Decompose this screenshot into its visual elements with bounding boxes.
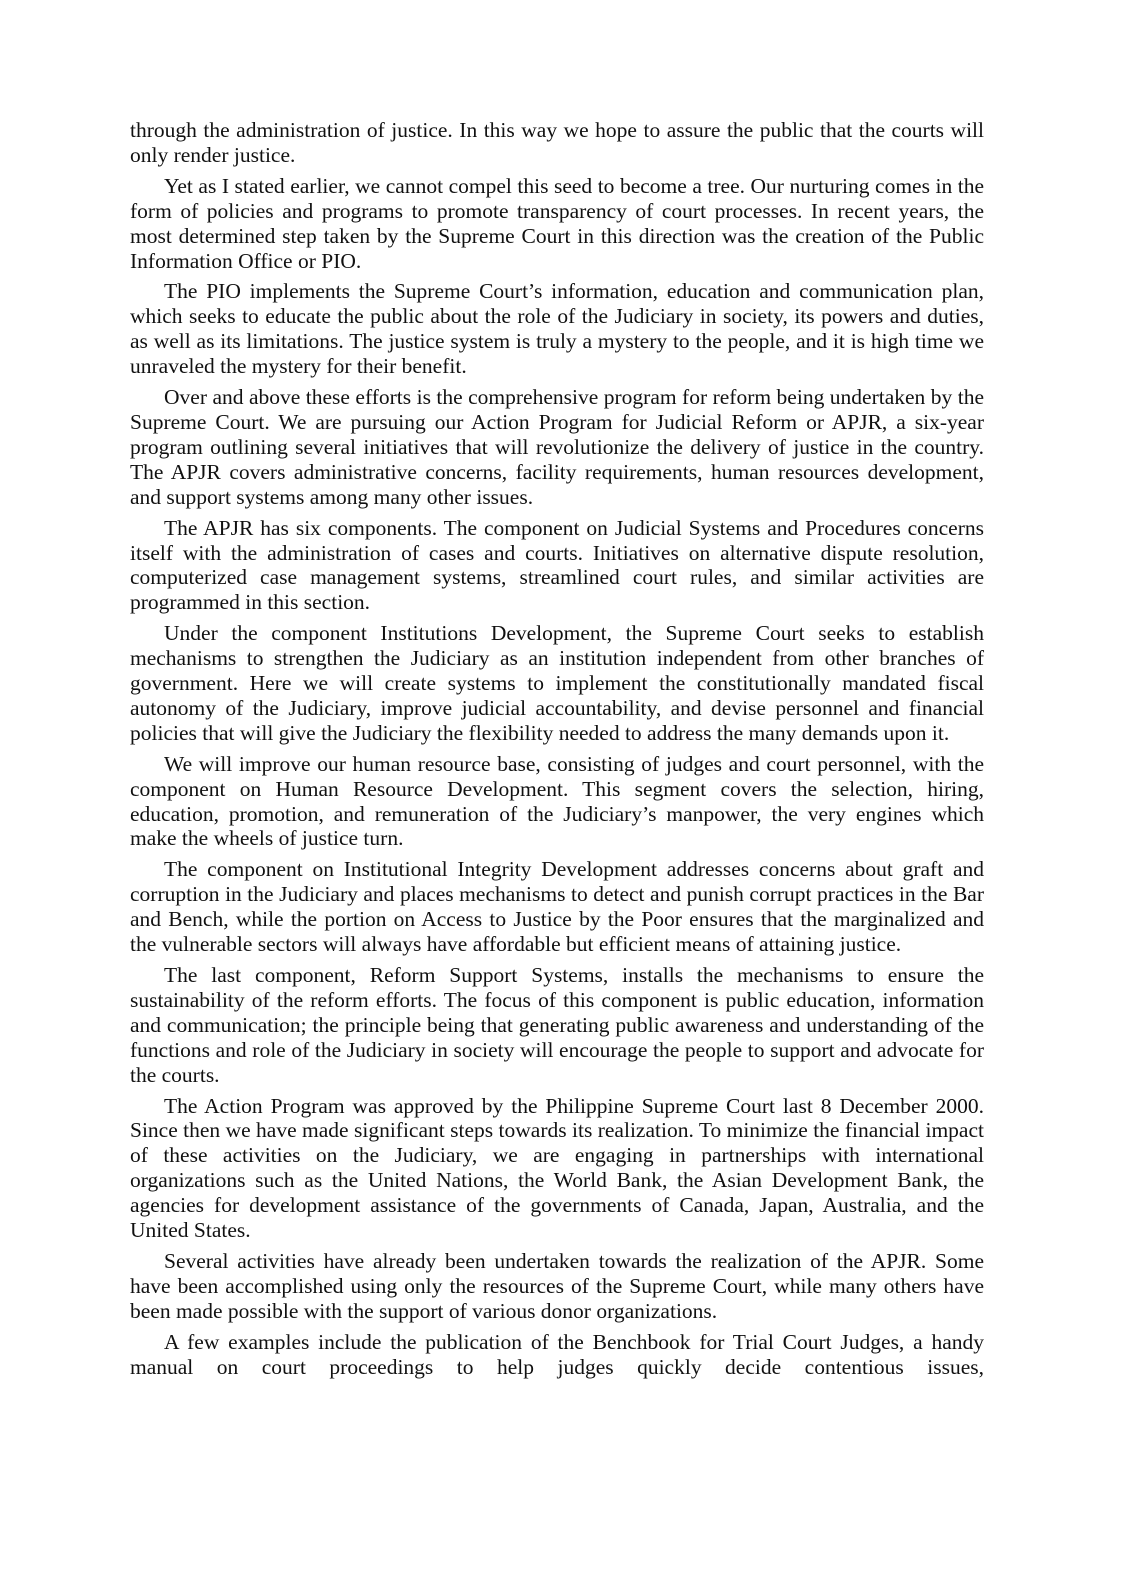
paragraph-8: The component on Institutional Integrity Development addresses concerns about graft and corruption in the Judiciary and places mechanisms to detect and punish corrupt practices in the Bar and Bench, while the portion on Access to Justice by the Poor ensures that the marginalized and the vulnerable sectors will always have affordable but efficient means of attaining justice. — [130, 857, 984, 957]
paragraph-6: Under the component Institutions Development, the Supreme Court seeks to establish mechanisms to strengthen the Judiciary as an institution independent from other branches of government. Here we will create systems to implement the constitutionally mandated fiscal autonomy of the Judiciary, improve judicial accountability, and devise personnel and financial policies that will give the Judiciary the flexibility needed to address the many demands upon it. — [130, 621, 984, 745]
paragraph-11: Several activities have already been undertaken towards the realization of the APJR. Some have been accomplished using only the resources of the Supreme Court, while many others have been made possible with the support of various donor organizations. — [130, 1248, 984, 1323]
paragraph-12: A few examples include the publication of the Benchbook for Trial Court Judges, a handy manual on court proceedings to help judges quickly decide contentious issues, — [130, 1329, 984, 1379]
paragraph-1: through the administration of justice. In this way we hope to assure the public that the courts will only render justice. — [130, 118, 984, 167]
paragraph-3: The PIO implements the Supreme Court’s information, education and communication plan, which seeks to educate the public about the role of the Judiciary in society, its powers and duties, as well as its limitations. The justice system is truly a mystery to the people, and it is high time we unraveled the mystery for their benefit. — [130, 279, 984, 379]
paragraph-2: Yet as I stated earlier, we cannot compel this seed to become a tree. Our nurturing comes in the form of policies and programs to promote transparency of court processes. In recent years, the most determined step taken by the Supreme Court in this direction was the creation of the Public Information Office or PIO. — [130, 173, 984, 273]
paragraph-9: The last component, Reform Support Systems, installs the mechanisms to ensure the sustainability of the reform efforts. The focus of this component is public education, information and communication; the principle being that generating public awareness and understanding of the functions and role of the Judiciary in society will encourage the people to support and advocate for the courts. — [130, 963, 984, 1087]
paragraph-4: Over and above these efforts is the comprehensive program for reform being undertaken by the Supreme Court. We are pursuing our Action Program for Judicial Reform or APJR, a six-year program outlining several initiatives that will revolutionize the delivery of justice in the country. The APJR covers administrative concerns, facility requirements, human resources development, and support systems among many other issues. — [130, 385, 984, 509]
paragraph-5: The APJR has six components. The component on Judicial Systems and Procedures concerns itself with the administration of cases and courts. Initiatives on alternative dispute resolution, computerized case management systems, streamlined court rules, and similar activities are programmed in this section. — [130, 515, 984, 615]
paragraph-7: We will improve our human resource base, consisting of judges and court personnel, with the component on Human Resource Development. This segment covers the selection, hiring, education, promotion, and remuneration of the Judiciary’s manpower, the very engines which make the wheels of justice turn. — [130, 751, 984, 851]
paragraph-10: The Action Program was approved by the Philippine Supreme Court last 8 December 2000. Since then we have made significant steps towards its realization. To minimize the financial impact of these activities on the Judiciary, we are engaging in partnerships with international organizations such as the United Nations, the World Bank, the Asian Development Bank, the agencies for development assistance of the governments of Canada, Japan, Australia, and the United States. — [130, 1093, 984, 1243]
document-page — [130, 118, 984, 1386]
